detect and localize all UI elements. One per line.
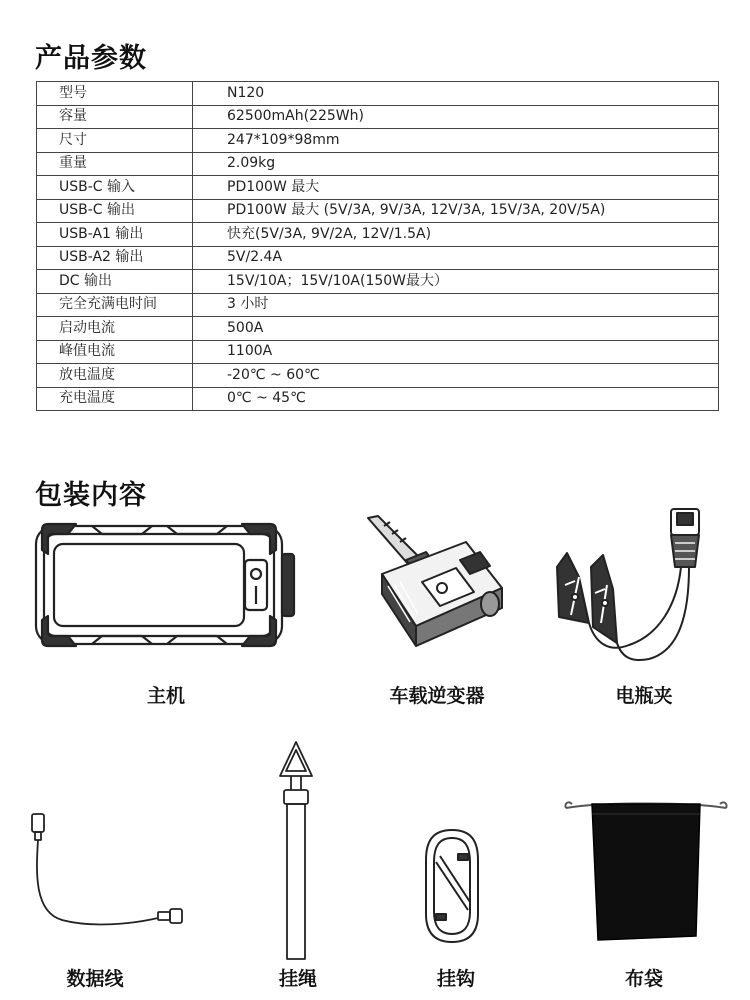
spec-row	[37, 387, 719, 411]
package-section-title: 包装内容	[35, 480, 147, 511]
package-item-label: 挂钩	[436, 968, 475, 990]
spec-row	[37, 105, 719, 129]
spec-key: USB-C 输出	[37, 199, 193, 223]
spec-row	[37, 199, 719, 223]
spec-value: 5V/2.4A	[193, 246, 719, 270]
spec-row	[37, 246, 719, 270]
spec-value: N120	[193, 82, 719, 106]
package-item-label: 挂绳	[278, 968, 317, 990]
spec-row	[37, 152, 719, 176]
spec-value: 0℃ ~ 45℃	[193, 387, 719, 411]
spec-row	[37, 364, 719, 388]
spec-key: USB-C 输入	[37, 176, 193, 200]
spec-key: 充电温度	[37, 387, 193, 411]
carabiner-hook-icon	[422, 826, 482, 946]
jump-starter-unit-icon	[32, 520, 300, 650]
spec-row	[37, 317, 719, 341]
spec-value: -20℃ ~ 60℃	[193, 364, 719, 388]
spec-key: 型号	[37, 82, 193, 106]
usb-cable-icon	[22, 812, 187, 932]
spec-key: 完全充满电时间	[37, 293, 193, 317]
spec-value: 1100A	[193, 340, 719, 364]
spec-row	[37, 82, 719, 106]
spec-row	[37, 129, 719, 153]
drawstring-bag-icon	[562, 796, 730, 946]
spec-value: PD100W 最大 (5V/3A, 9V/3A, 12V/3A, 15V/3A, 20V/5A)	[193, 199, 719, 223]
lanyard-icon	[276, 740, 316, 965]
spec-value: 500A	[193, 317, 719, 341]
spec-value: 3 小时	[193, 293, 719, 317]
spec-row	[37, 293, 719, 317]
spec-key: USB-A1 输出	[37, 223, 193, 247]
package-item-label: 数据线	[66, 968, 124, 990]
spec-key: 放电温度	[37, 364, 193, 388]
spec-key: DC 输出	[37, 270, 193, 294]
package-item-label: 主机	[146, 685, 185, 707]
spec-key: 重量	[37, 152, 193, 176]
spec-value: 2.09kg	[193, 152, 719, 176]
package-item-label: 布袋	[624, 968, 663, 990]
car-inverter-icon	[356, 512, 516, 652]
spec-row	[37, 340, 719, 364]
spec-key: 容量	[37, 105, 193, 129]
spec-value: 快充(5V/3A, 9V/2A, 12V/1.5A)	[193, 223, 719, 247]
spec-value: 247*109*98mm	[193, 129, 719, 153]
spec-value: 15V/10A；15V/10A(150W最大）	[193, 270, 719, 294]
spec-key: USB-A2 输出	[37, 246, 193, 270]
spec-key: 启动电流	[37, 317, 193, 341]
package-item-label: 车载逆变器	[389, 685, 485, 707]
spec-row	[37, 176, 719, 200]
spec-value: PD100W 最大	[193, 176, 719, 200]
spec-table	[36, 81, 719, 411]
spec-key: 峰值电流	[37, 340, 193, 364]
package-item-label: 电瓶夹	[615, 685, 673, 707]
spec-section-title: 产品参数	[35, 43, 147, 74]
spec-row	[37, 223, 719, 247]
spec-key: 尺寸	[37, 129, 193, 153]
battery-clamps-icon	[549, 505, 719, 665]
spec-row	[37, 270, 719, 294]
spec-value: 62500mAh(225Wh)	[193, 105, 719, 129]
